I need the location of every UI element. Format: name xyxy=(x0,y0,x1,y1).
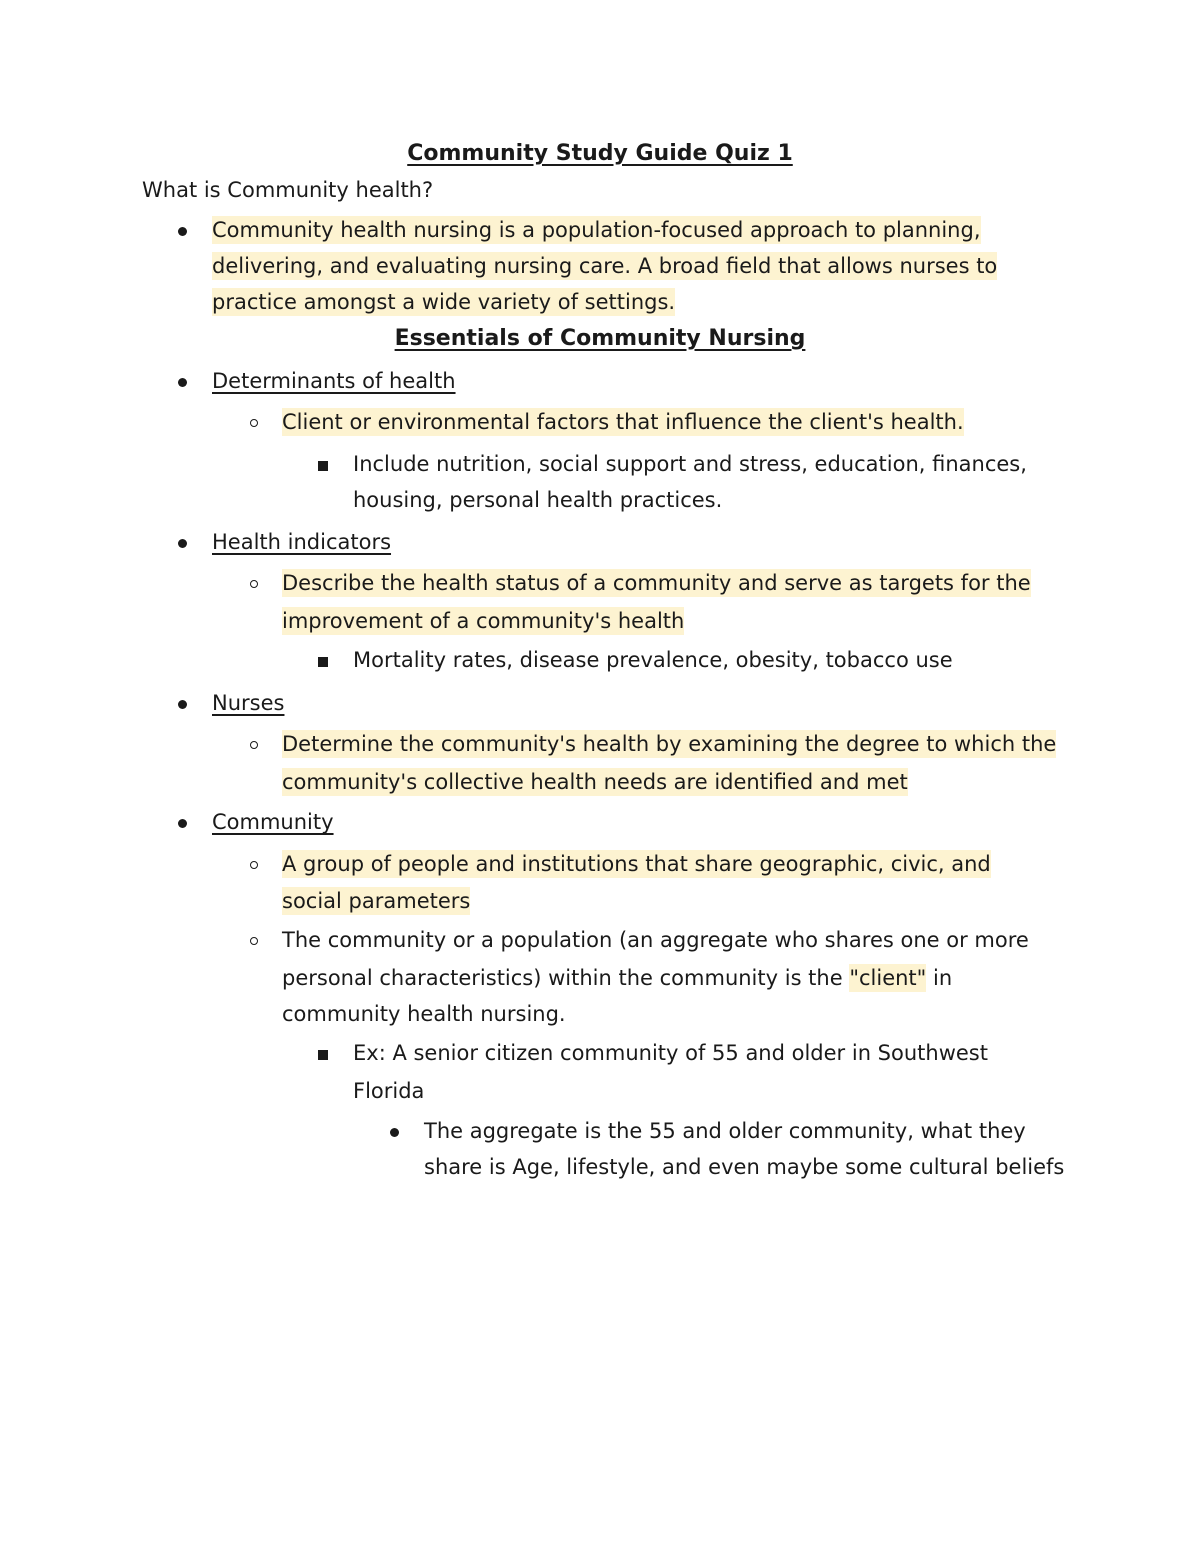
community-desc: A group of people and institutions that share geographic, civic, and xyxy=(282,852,991,876)
bullet-icon xyxy=(178,819,187,828)
nurses-desc: Determine the community's health by examining the degree to which the xyxy=(282,732,1057,756)
indicators-examples: Mortality rates, disease prevalence, obesity, tobacco use xyxy=(353,648,953,672)
square-bullet-icon xyxy=(318,461,328,471)
circle-bullet-icon xyxy=(250,419,258,427)
bullet-icon xyxy=(178,227,187,236)
question-heading: What is Community health? xyxy=(142,178,434,202)
nurses-desc: community's collective health needs are identified and met xyxy=(282,770,908,794)
community-example: Ex: A senior citizen community of 55 and older in Southwest xyxy=(353,1041,988,1065)
determinants-examples: housing, personal health practices. xyxy=(353,488,723,512)
circle-bullet-icon xyxy=(250,861,258,869)
client-term: "client" xyxy=(849,966,927,990)
determinants-examples: Include nutrition, social support and stress, education, finances, xyxy=(353,452,1027,476)
community-aggregate: The aggregate is the 55 and older community, what they xyxy=(424,1119,1026,1143)
community-aggregate: share is Age, lifestyle, and even maybe some cultural beliefs xyxy=(424,1155,1065,1179)
indicators-desc: improvement of a community's health xyxy=(282,609,685,633)
circle-bullet-icon xyxy=(250,741,258,749)
definition-line: delivering, and evaluating nursing care. A broad field that allows nurses to xyxy=(212,254,998,278)
definition-line: Community health nursing is a population-focused approach to planning, xyxy=(212,218,981,242)
bullet-icon xyxy=(390,1128,399,1137)
indicators-desc: Describe the health status of a community and serve as targets for the xyxy=(282,571,1031,595)
community-client: personal characteristics) within the community is the "client" in xyxy=(282,966,953,990)
circle-bullet-icon xyxy=(250,580,258,588)
definition-line: practice amongst a wide variety of settings. xyxy=(212,290,676,314)
circle-bullet-icon xyxy=(250,937,258,945)
community-client: The community or a population (an aggregate who shares one or more xyxy=(282,928,1029,952)
square-bullet-icon xyxy=(318,1050,328,1060)
document-title: Community Study Guide Quiz 1 xyxy=(407,141,793,166)
bullet-icon xyxy=(178,700,187,709)
community-label: Community xyxy=(212,810,334,834)
bullet-icon xyxy=(178,378,187,387)
nurses-label: Nurses xyxy=(212,691,285,715)
square-bullet-icon xyxy=(318,657,328,667)
community-example: Florida xyxy=(353,1079,425,1103)
bullet-icon xyxy=(178,539,187,548)
community-client: community health nursing. xyxy=(282,1002,566,1026)
community-desc: social parameters xyxy=(282,889,471,913)
determinants-desc: Client or environmental factors that influence the client's health. xyxy=(282,410,964,434)
section-title: Essentials of Community Nursing xyxy=(394,326,806,351)
indicators-label: Health indicators xyxy=(212,530,392,554)
determinants-label: Determinants of health xyxy=(212,369,456,393)
